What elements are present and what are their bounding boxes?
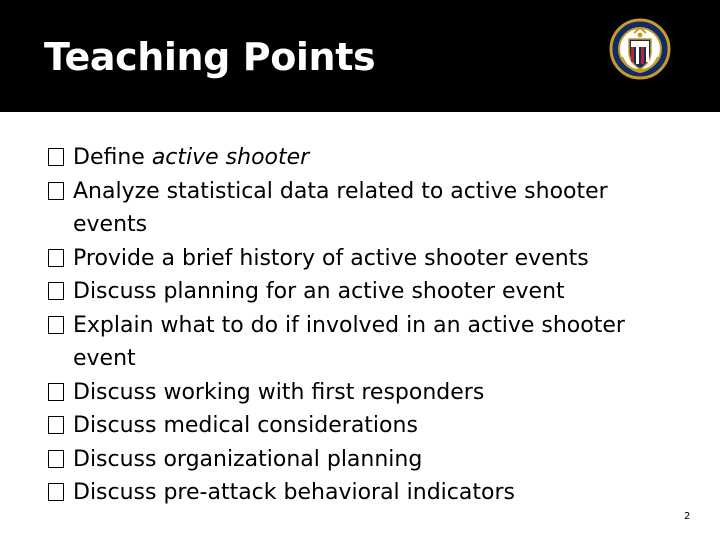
point-marker-icon xyxy=(48,483,64,501)
slide-title: Teaching Points xyxy=(44,35,376,79)
teaching-point-text: Discuss working with first responders xyxy=(73,379,485,405)
point-marker-icon xyxy=(48,249,64,267)
teaching-point-statistical-data xyxy=(46,175,676,242)
teaching-points-list xyxy=(46,141,676,510)
fbi-seal-icon-graphic xyxy=(609,18,671,80)
slide-header xyxy=(0,0,720,112)
point-marker-icon xyxy=(48,416,64,434)
teaching-point-text: Discuss organizational planning xyxy=(73,446,423,472)
page-number: 2 xyxy=(684,511,691,522)
teaching-point-behavioral-indicators xyxy=(46,476,676,510)
point-marker-icon xyxy=(48,182,64,200)
point-marker-icon xyxy=(48,282,64,300)
teaching-point-medical-considerations xyxy=(46,409,676,443)
teaching-point-text: Analyze statistical data related to active shooter events xyxy=(73,178,608,237)
point-marker-icon xyxy=(48,316,64,334)
teaching-point-first-responders xyxy=(46,376,676,410)
teaching-point-text: Provide a brief history of active shooter events xyxy=(73,245,589,271)
fbi-seal-icon xyxy=(609,18,671,80)
teaching-point-text: Explain what to do if involved in an active shooter event xyxy=(73,312,625,371)
point-marker-icon xyxy=(48,148,64,166)
teaching-point-italic-term: active shooter xyxy=(151,145,310,170)
teaching-point-text-prefix: Define xyxy=(73,145,152,170)
teaching-point-planning xyxy=(46,275,676,309)
teaching-point-text: Discuss pre-attack behavioral indicators xyxy=(73,480,515,505)
teaching-point-history xyxy=(46,242,676,276)
point-marker-icon xyxy=(48,383,64,401)
teaching-point-text: Discuss medical considerations xyxy=(73,413,418,438)
teaching-point-organizational-planning xyxy=(46,443,676,477)
teaching-point-involvement-response xyxy=(46,309,676,376)
point-marker-icon xyxy=(48,450,64,468)
teaching-point-define-active-shooter xyxy=(46,141,676,175)
teaching-point-text: Discuss planning for an active shooter event xyxy=(73,279,565,304)
